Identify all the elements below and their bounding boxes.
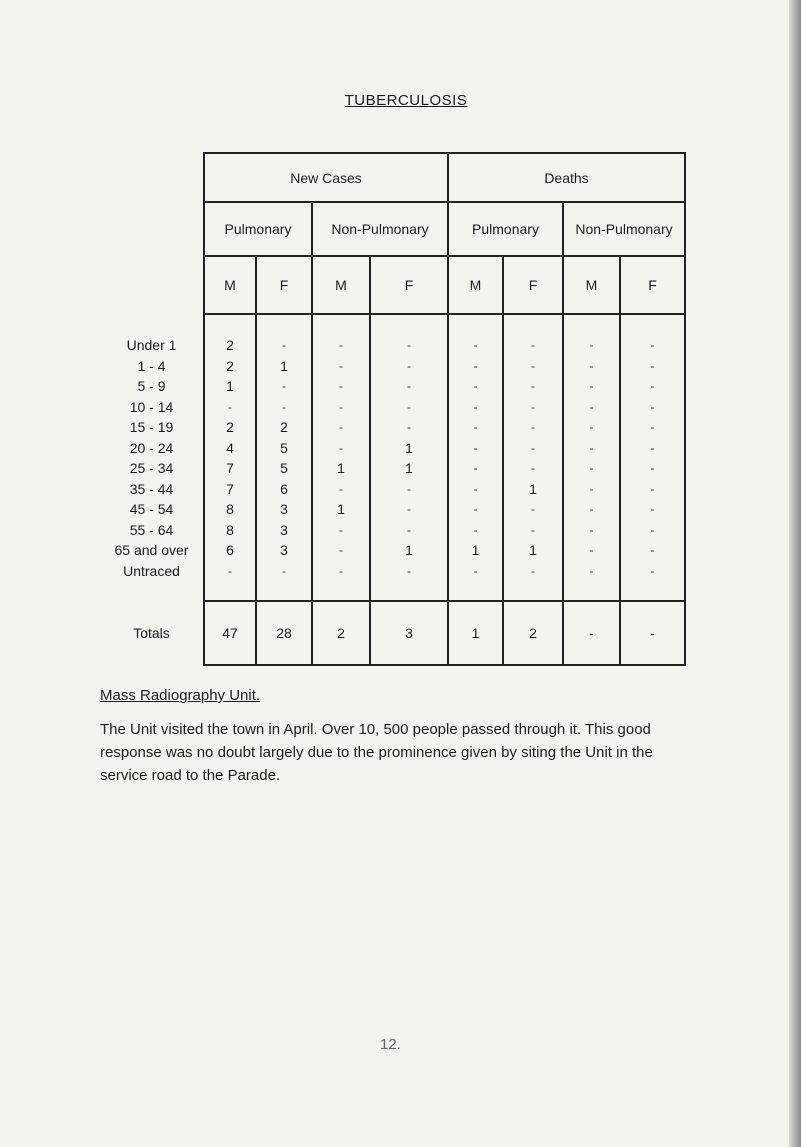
table-cell: 5	[256, 438, 312, 459]
table-cell: 2	[256, 417, 312, 438]
table-cell: -	[563, 499, 620, 520]
row-label: 25 - 34	[129, 460, 174, 477]
table-cell: 1	[312, 499, 370, 520]
table-cell: -	[563, 335, 620, 356]
table-row	[100, 540, 685, 561]
table-row	[100, 520, 685, 541]
table-cell: -	[563, 438, 620, 459]
header-sex: F	[370, 256, 448, 314]
totals-cell: 2	[503, 601, 563, 665]
row-label: 5 - 9	[137, 378, 166, 395]
table-cell: -	[503, 335, 563, 356]
table-body	[100, 335, 685, 581]
table-cell: -	[503, 499, 563, 520]
table-cell: 1	[370, 458, 448, 479]
table-row	[100, 417, 685, 438]
table-cell: -	[503, 397, 563, 418]
table-cell: -	[370, 376, 448, 397]
table-cell: -	[370, 479, 448, 500]
table-cell: -	[448, 499, 503, 520]
table-cell: 7	[204, 479, 256, 500]
table-cell: -	[312, 520, 370, 541]
row-label: 20 - 24	[129, 439, 174, 456]
header-new-cases: New Cases	[204, 153, 448, 202]
table-cell: -	[448, 458, 503, 479]
page-title: TUBERCULOSIS	[344, 92, 468, 109]
section-heading: Mass Radiography Unit.	[100, 687, 261, 704]
table-cell: -	[448, 520, 503, 541]
table-cell: -	[620, 458, 685, 479]
table-cell: 5	[256, 458, 312, 479]
table-cell: -	[312, 335, 370, 356]
table-cell: -	[312, 540, 370, 561]
header-deaths-non-pulmonary: Non-Pulmonary	[563, 202, 685, 256]
header-sex: F	[503, 256, 563, 314]
totals-cell: 1	[448, 601, 503, 665]
row-label: 65 and over	[114, 542, 189, 559]
table-cell: 2	[204, 335, 256, 356]
table-cell: -	[503, 376, 563, 397]
header-new-pulmonary: Pulmonary	[204, 202, 312, 256]
table-cell: -	[448, 479, 503, 500]
table-cell: -	[563, 356, 620, 377]
table-cell: 3	[256, 540, 312, 561]
table-cell: -	[503, 520, 563, 541]
table-cell: -	[370, 499, 448, 520]
table-row	[100, 397, 685, 418]
table-cell: -	[620, 499, 685, 520]
header-deaths-pulmonary: Pulmonary	[448, 202, 563, 256]
table-cell: 1	[204, 376, 256, 397]
row-label: 1 - 4	[137, 357, 166, 374]
table-cell: 8	[204, 499, 256, 520]
table-cell: 1	[256, 356, 312, 377]
totals-cell: 2	[312, 601, 370, 665]
table-cell: -	[312, 417, 370, 438]
table-cell: -	[620, 438, 685, 459]
table-cell: -	[448, 417, 503, 438]
table-cell: -	[620, 520, 685, 541]
table-cell: -	[256, 397, 312, 418]
table-cell: 3	[256, 520, 312, 541]
table-cell: -	[370, 397, 448, 418]
header-sex: M	[312, 256, 370, 314]
table-cell: -	[620, 417, 685, 438]
row-label: 55 - 64	[129, 521, 174, 538]
table-cell: -	[204, 397, 256, 418]
table-row	[100, 479, 685, 500]
table-cell: -	[312, 397, 370, 418]
table-cell: 7	[204, 458, 256, 479]
table-cell: -	[563, 397, 620, 418]
table-cell: -	[563, 561, 620, 582]
table-cell: -	[620, 561, 685, 582]
table-cell: -	[620, 376, 685, 397]
table-row	[100, 376, 685, 397]
blank-corner	[100, 153, 204, 202]
table-cell: -	[256, 335, 312, 356]
table-row	[100, 458, 685, 479]
table-cell: -	[620, 479, 685, 500]
table-cell: -	[563, 376, 620, 397]
table-cell: -	[312, 561, 370, 582]
table-cell: -	[256, 376, 312, 397]
table-cell: -	[503, 561, 563, 582]
table-row	[100, 438, 685, 459]
table-cell: -	[448, 376, 503, 397]
table-cell: -	[370, 417, 448, 438]
table-cell: -	[312, 376, 370, 397]
table-cell: -	[620, 335, 685, 356]
table-cell: 2	[204, 417, 256, 438]
table-cell: 1	[503, 479, 563, 500]
header-sex: M	[563, 256, 620, 314]
header-deaths: Deaths	[448, 153, 685, 202]
table-cell: -	[620, 397, 685, 418]
tuberculosis-table	[100, 152, 686, 666]
row-label: 10 - 14	[129, 398, 174, 415]
table-cell: 1	[370, 540, 448, 561]
row-label: 45 - 54	[129, 501, 174, 518]
row-label: 15 - 19	[129, 419, 174, 436]
table-cell: 3	[256, 499, 312, 520]
row-label: Under 1	[126, 337, 177, 354]
table-cell: 4	[204, 438, 256, 459]
table-cell: 1	[370, 438, 448, 459]
table-cell: 6	[256, 479, 312, 500]
totals-cell: 47	[204, 601, 256, 665]
table-row	[100, 499, 685, 520]
table-cell: 6	[204, 540, 256, 561]
totals-label: Totals	[133, 625, 170, 641]
table-cell: -	[563, 520, 620, 541]
table-cell: 1	[503, 540, 563, 561]
table-cell: -	[312, 479, 370, 500]
table-cell: -	[370, 561, 448, 582]
header-new-non-pulmonary: Non-Pulmonary	[312, 202, 448, 256]
table-cell: -	[370, 335, 448, 356]
totals-cell: 3	[370, 601, 448, 665]
page-number: 12.	[380, 1036, 401, 1053]
body-paragraph: The Unit visited the town in April. Over 10, 500 people passed through it. This good response was no doubt largely due to the prominence given by siting the Unit in the service road to the Parade.	[100, 721, 653, 784]
table-row	[100, 335, 685, 356]
table-row	[100, 561, 685, 582]
totals-cell: -	[563, 601, 620, 665]
table-cell: -	[448, 438, 503, 459]
row-label: 35 - 44	[129, 480, 174, 497]
table-cell: -	[563, 540, 620, 561]
table-cell: -	[312, 438, 370, 459]
table-row	[100, 356, 685, 377]
table-cell: -	[448, 356, 503, 377]
table-cell: -	[503, 417, 563, 438]
table-cell: 8	[204, 520, 256, 541]
totals-row	[100, 601, 685, 665]
table-cell: -	[448, 561, 503, 582]
table-cell: -	[204, 561, 256, 582]
table-cell: -	[620, 540, 685, 561]
header-sex: M	[448, 256, 503, 314]
header-sex: F	[620, 256, 685, 314]
row-label: Untraced	[123, 562, 180, 579]
table-cell: 1	[448, 540, 503, 561]
table-cell: -	[256, 561, 312, 582]
header-sex: F	[256, 256, 312, 314]
table-cell: -	[503, 438, 563, 459]
table-cell: -	[563, 417, 620, 438]
table-cell: -	[503, 458, 563, 479]
page-edge-shadow	[789, 0, 801, 1147]
totals-cell: -	[620, 601, 685, 665]
totals-cell: 28	[256, 601, 312, 665]
table-cell: 2	[204, 356, 256, 377]
table-cell: -	[312, 356, 370, 377]
table-cell: -	[563, 479, 620, 500]
table-cell: -	[563, 458, 620, 479]
table-cell: -	[370, 520, 448, 541]
header-sex: M	[204, 256, 256, 314]
table-cell: -	[448, 335, 503, 356]
table-cell: -	[503, 356, 563, 377]
table-cell: -	[620, 356, 685, 377]
table-cell: -	[448, 397, 503, 418]
table-cell: -	[370, 356, 448, 377]
table-cell: 1	[312, 458, 370, 479]
